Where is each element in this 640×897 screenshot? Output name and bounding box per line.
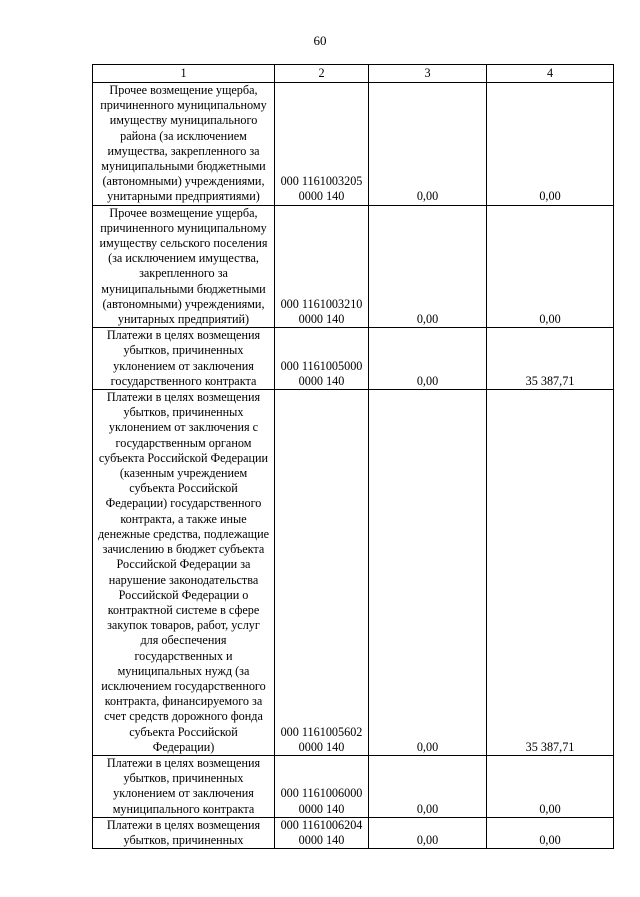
- column-header: 3: [369, 65, 487, 83]
- budget-table: [92, 64, 614, 849]
- row-code: 000 1161006000 0000 140: [275, 755, 369, 817]
- row-description: Платежи в целях возмещения убытков, причиненных уклонением от заключения с государственным органом субъекта Российской Федерации (казенным учреждением субъекта Российской Федерации) государственного контракта, а также иные денежные средства, подлежащие зачислению в бюджет субъекта Российской Федерации за нарушение законодательства Российской Федерации о контрактной системе в сфере закупок товаров, работ, услуг для обеспечения государственных и муниципальных нужд (за исключением государственного контракта, финансируемого за счет средств дорожного фонда субъекта Российской Федерации): [93, 390, 275, 756]
- header-row: [93, 65, 614, 83]
- row-value-col4: 0,00: [487, 205, 614, 328]
- row-value-col4: 35 387,71: [487, 328, 614, 390]
- column-header: 4: [487, 65, 614, 83]
- row-value-col4: 0,00: [487, 755, 614, 817]
- table-row: [93, 205, 614, 328]
- row-value-col3: 0,00: [369, 328, 487, 390]
- row-value-col3: 0,00: [369, 755, 487, 817]
- table-row: [93, 328, 614, 390]
- row-value-col4: 35 387,71: [487, 390, 614, 756]
- table-row: [93, 390, 614, 756]
- row-description: Платежи в целях возмещения убытков, причиненных уклонением от заключения государственного контракта: [93, 328, 275, 390]
- row-description: Прочее возмещение ущерба, причиненного муниципальному имуществу муниципального района (за исключением имущества, закрепленного за муниципальными бюджетными (автономными) учреждениями, унитарными предприятиями): [93, 83, 275, 206]
- column-header: 2: [275, 65, 369, 83]
- row-value-col3: 0,00: [369, 83, 487, 206]
- row-value-col4: 0,00: [487, 817, 614, 848]
- column-header: 1: [93, 65, 275, 83]
- row-value-col3: 0,00: [369, 390, 487, 756]
- row-code: 000 1161005602 0000 140: [275, 390, 369, 756]
- table-row: [93, 83, 614, 206]
- page-number: 60: [313, 33, 327, 48]
- row-code: 000 1161006204 0000 140: [275, 817, 369, 848]
- row-description: Прочее возмещение ущерба, причиненного муниципальному имуществу сельского поселения (за исключением имущества, закрепленного за муниципальными бюджетными (автономными) учреждениями, унитарных предприятий): [93, 205, 275, 328]
- row-code: 000 1161003210 0000 140: [275, 205, 369, 328]
- table-row: [93, 817, 614, 848]
- row-code: 000 1161003205 0000 140: [275, 83, 369, 206]
- row-value-col3: 0,00: [369, 817, 487, 848]
- table-row: [93, 755, 614, 817]
- row-description: Платежи в целях возмещения убытков, причиненных: [93, 817, 275, 848]
- row-description: Платежи в целях возмещения убытков, причиненных уклонением от заключения муниципального контракта: [93, 755, 275, 817]
- row-value-col4: 0,00: [487, 83, 614, 206]
- row-code: 000 1161005000 0000 140: [275, 328, 369, 390]
- row-value-col3: 0,00: [369, 205, 487, 328]
